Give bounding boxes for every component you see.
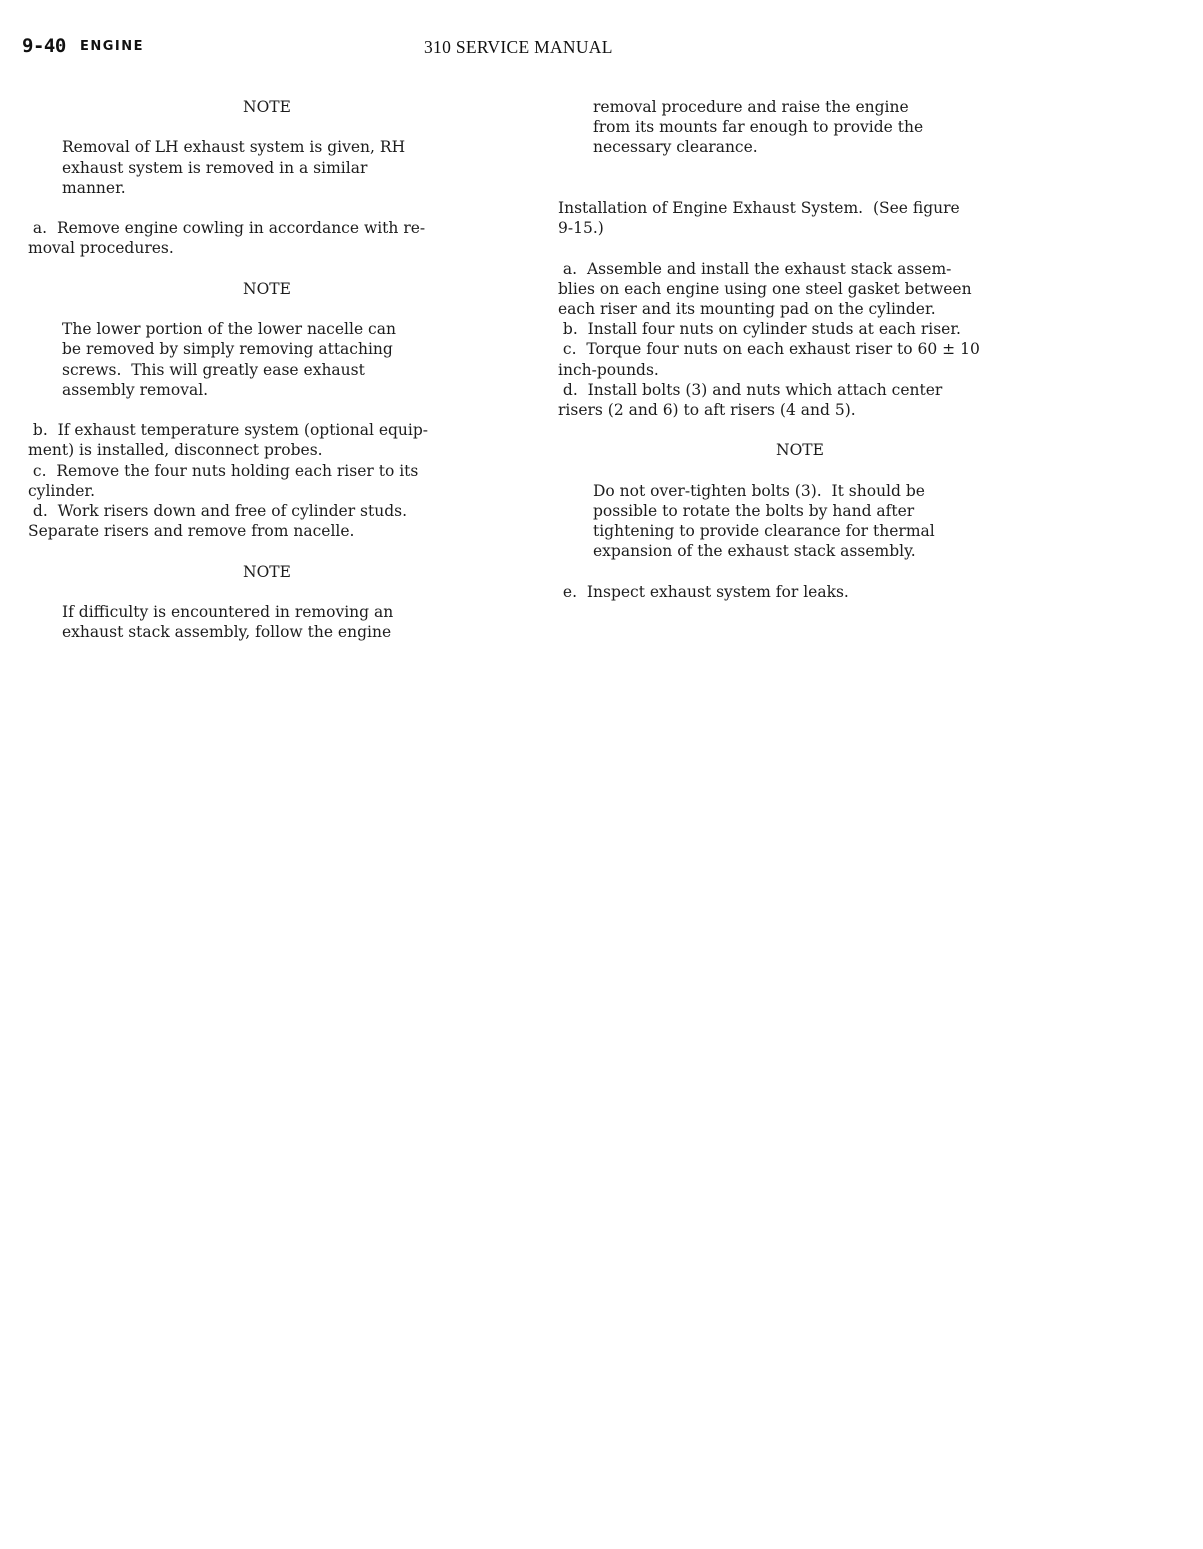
note-line: manner. bbox=[62, 178, 126, 197]
installation-steps bbox=[558, 259, 1058, 421]
note-heading: NOTE bbox=[243, 279, 291, 298]
installation-heading bbox=[558, 198, 1058, 238]
step-line: c. Remove the four nuts holding each riser to its bbox=[28, 461, 419, 480]
note-line: be removed by simply removing attaching bbox=[62, 340, 393, 359]
note-body-continued bbox=[558, 97, 1058, 158]
step-line: ment) is installed, disconnect probes. bbox=[28, 441, 323, 460]
step-line: cylinder. bbox=[28, 481, 96, 500]
note-line: screws. This will greatly ease exhaust bbox=[62, 360, 365, 379]
steps-b-c-d-removal bbox=[28, 420, 498, 541]
step-e-inspect: e. Inspect exhaust system for leaks. bbox=[558, 582, 849, 601]
note-line: exhaust stack assembly, follow the engine bbox=[62, 623, 392, 642]
note-heading: NOTE bbox=[776, 441, 824, 460]
manual-title: 310 SERVICE MANUAL bbox=[424, 37, 613, 57]
note-line: Removal of LH exhaust system is given, RH bbox=[62, 138, 406, 157]
note-line: Do not over-tighten bolts (3). It should be bbox=[593, 481, 925, 500]
note-line: possible to rotate the bolts by hand after bbox=[593, 501, 915, 520]
step-a-remove-cowling bbox=[28, 218, 498, 258]
page-number: 9-40 bbox=[22, 35, 66, 57]
heading-line: Installation of Engine Exhaust System. (See figure bbox=[558, 199, 960, 217]
note-body-difficulty bbox=[28, 602, 498, 642]
note-line: exhaust system is removed in a similar bbox=[62, 158, 368, 177]
note-line: expansion of the exhaust stack assembly. bbox=[593, 542, 916, 561]
note-body-over-tighten bbox=[558, 481, 1058, 562]
step-line: d. Work risers down and free of cylinder studs. bbox=[28, 501, 408, 520]
note-line: The lower portion of the lower nacelle can bbox=[62, 320, 396, 339]
step-line: b. Install four nuts on cylinder studs at each riser. bbox=[558, 320, 961, 339]
note-heading: NOTE bbox=[243, 562, 291, 581]
note-line: removal procedure and raise the engine bbox=[593, 98, 909, 116]
note-line: necessary clearance. bbox=[593, 138, 758, 157]
step-line: c. Torque four nuts on each exhaust riser to 60 ± 10 bbox=[558, 340, 980, 359]
note-line: from its mounts far enough to provide the bbox=[593, 118, 924, 137]
note-body-lh-exhaust bbox=[28, 137, 498, 198]
left-column bbox=[28, 97, 498, 642]
step-line: a. Remove engine cowling in accordance with re- bbox=[28, 219, 426, 238]
step-line: a. Assemble and install the exhaust stack assem- bbox=[558, 259, 952, 278]
step-line: b. If exhaust temperature system (optional equip- bbox=[28, 421, 429, 440]
note-line: assembly removal. bbox=[62, 380, 209, 399]
step-line: d. Install bolts (3) and nuts which attach center bbox=[558, 380, 943, 399]
note-line: If difficulty is encountered in removing an bbox=[62, 602, 394, 621]
section-label: ENGINE bbox=[80, 39, 145, 54]
note-heading: NOTE bbox=[243, 98, 291, 116]
step-line: moval procedures. bbox=[28, 239, 174, 258]
step-line: inch-pounds. bbox=[558, 360, 659, 379]
heading-line: 9-15.) bbox=[558, 219, 604, 238]
note-body-lower-nacelle bbox=[28, 319, 498, 400]
step-line: risers (2 and 6) to aft risers (4 and 5). bbox=[558, 401, 856, 420]
step-line: Separate risers and remove from nacelle. bbox=[28, 522, 355, 541]
step-line: each riser and its mounting pad on the cylinder. bbox=[558, 300, 936, 318]
note-line: tightening to provide clearance for thermal bbox=[593, 522, 935, 541]
right-column bbox=[558, 97, 1058, 602]
step-line: blies on each engine using one steel gasket between bbox=[558, 279, 972, 298]
